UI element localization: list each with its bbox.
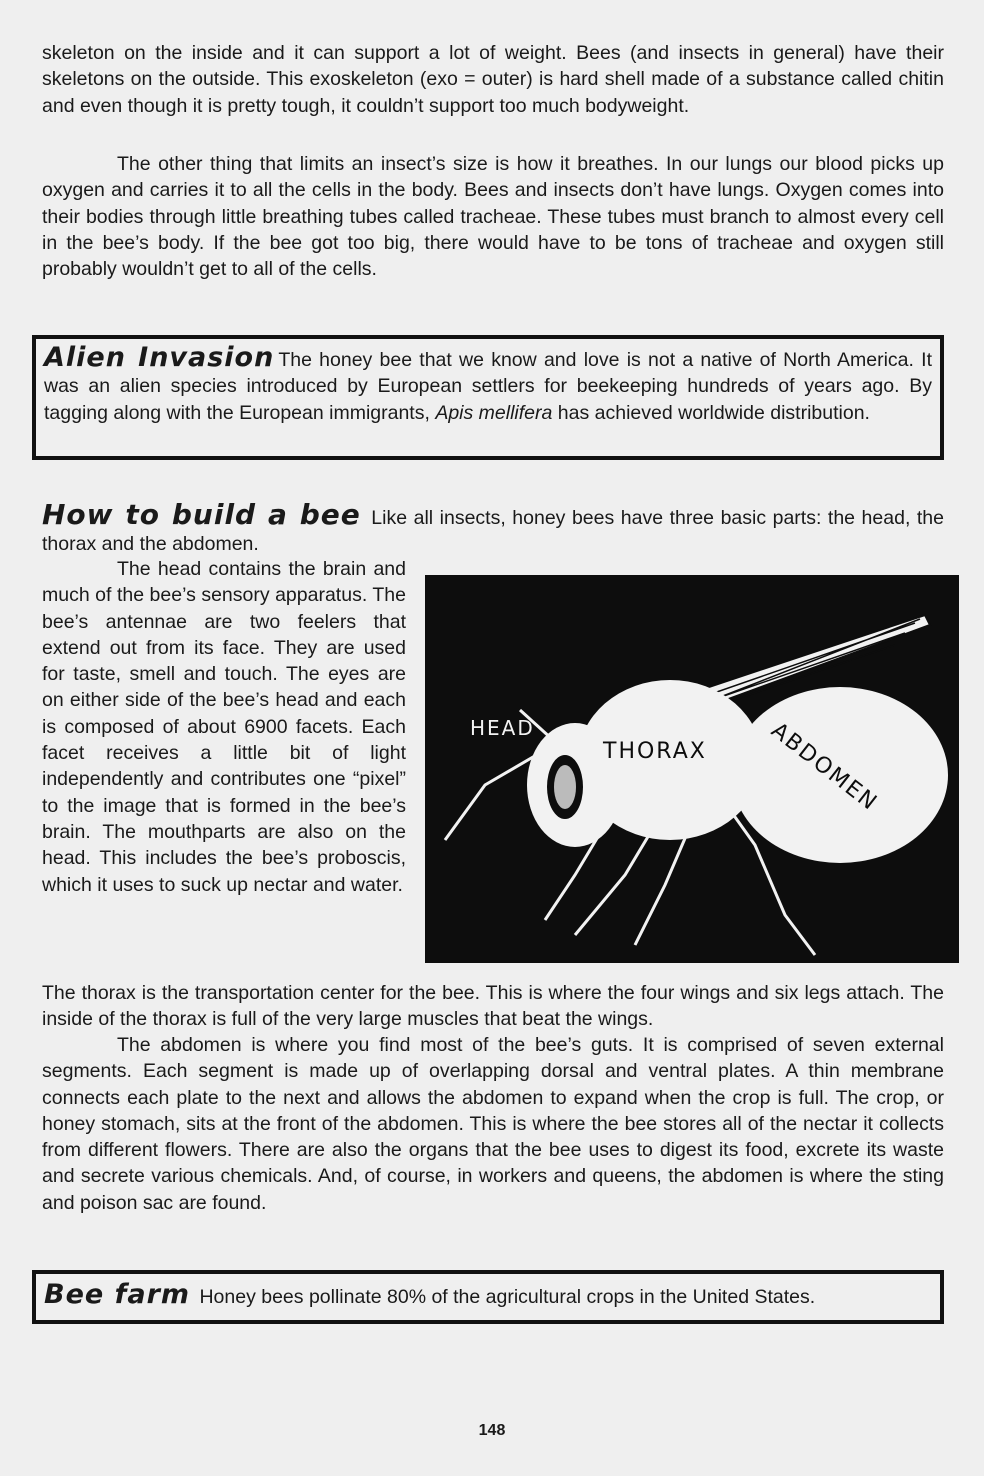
paragraph-head: The head contains the brain and much of the bee’s sensory apparatus. The bee’s antennae are two feelers that extend out from its face. They are used for taste, smell and touch. The eyes are on either side of the bee’s head and each is composed of about 6900 facets. Each facet receives a little bit of light independently and contributes one “pixel” to the image that is formed in the bee’s brain. The mouthparts are also on the head. This includes the bee’s proboscis, which it uses to suck up nectar and water. xyxy=(42,558,406,896)
species-name: Apis mellifera xyxy=(435,401,553,424)
page-number: 148 xyxy=(478,1422,506,1439)
bee-farm-text xyxy=(44,1279,932,1310)
alien-invasion-body: The honey bee that we know and love is not a native of North America. It was an alien species introduced by European settlers for beekeeping hundreds of years ago. By tagging along with the European immigrants, xyxy=(44,349,932,424)
bee-farm-title: Bee farm xyxy=(44,1279,191,1310)
eye-facets xyxy=(554,765,576,809)
paragraph-breathing: The other thing that limits an insect’s size is how it breathes. In our lungs our blood picks up oxygen and carries it to all the cells in the body. Bees and insects don’t have lungs. Oxygen comes into their bodies through little breathing tubes called tracheae. These tubes must branch to almost every cell in the bee’s body. If the bee got too big, there would have to be tons of tracheae and oxygen still probably wouldn’t get to all of the cells. xyxy=(42,153,944,281)
paragraph-abdomen: The abdomen is where you find most of the bee’s guts. It is comprised of seven external segments. Each segment is made up of overlapping dorsal and ventral plates. A thin membrane connects each plate to the next and allows the abdomen to expand when the crop is full. The crop, or honey stomach, sits at the front of the abdomen. This is where the bee stores all of the nectar it collects from different flowers. There are also the organs that the bee uses to digest its food, excrete its waste and secrete various chemicals. And, of course, in workers and queens, the abdomen is where the sting and poison sac are found. xyxy=(42,1034,944,1214)
build-intro xyxy=(42,498,944,558)
alien-invasion-box xyxy=(32,335,944,460)
bee-anatomy-figure xyxy=(425,575,959,963)
paragraph-exoskeleton: skeleton on the inside and it can support a lot of weight. Bees (and insects in general) have their skeletons on the outside. This exoskeleton (exo = outer) is hard shell made of a substance called chitin and even though it is pretty tough, it couldn’t support too much bodyweight. xyxy=(42,42,944,117)
label-thorax: THORAX xyxy=(603,739,707,764)
bee-farm-box xyxy=(32,1270,944,1324)
bee-farm-body: Honey bees pollinate 80% of the agricultural crops in the United States. xyxy=(199,1286,816,1308)
label-abdomen: ABDOMEN xyxy=(766,718,883,817)
alien-invasion-body-end: has achieved worldwide distribution. xyxy=(552,401,870,424)
build-intro-text: Like all insects, honey bees have three basic parts: the head, the thorax and the abdomen. xyxy=(42,507,944,556)
alien-invasion-title: Alien Invasion xyxy=(44,342,275,373)
build-section-title: How to build a bee xyxy=(42,498,361,531)
label-head: HEAD xyxy=(470,716,535,740)
paragraph-thorax: The thorax is the transportation center for the bee. This is where the four wings and six legs attach. The inside of the thorax is full of the very large muscles that beat the wings. xyxy=(42,982,944,1031)
bee-illustration xyxy=(425,575,959,963)
alien-invasion-text xyxy=(44,342,932,426)
